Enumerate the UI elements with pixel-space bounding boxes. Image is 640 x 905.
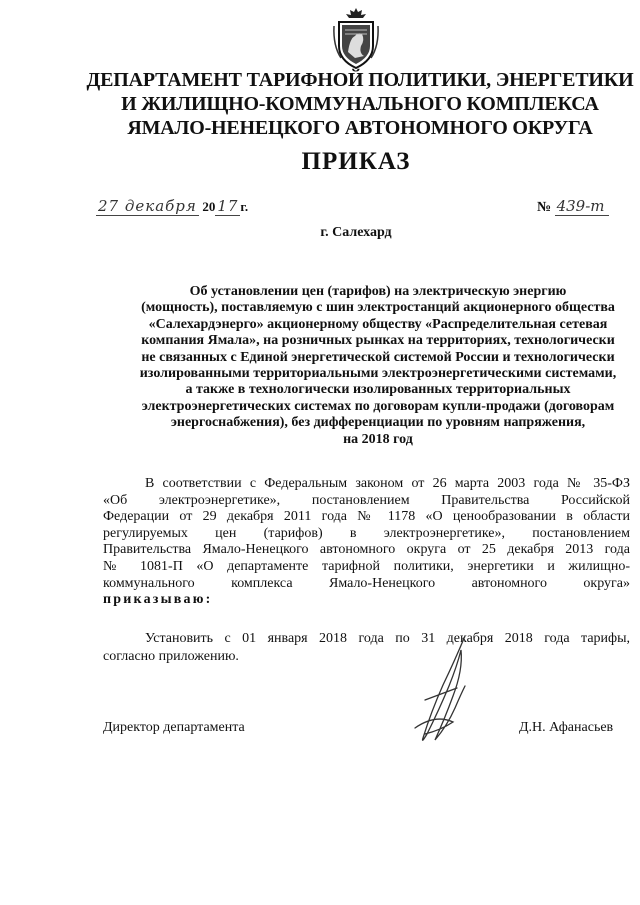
number-label: №	[537, 200, 552, 215]
order-word: приказываю:	[103, 592, 213, 608]
department-header	[60, 68, 640, 140]
body-line: «Об электроэнергетике», постановлением Правительства Российской	[103, 492, 630, 508]
number-handwritten: 439-т	[555, 197, 609, 216]
order-date	[96, 197, 248, 216]
body-line: В соответствии с Федеральным законом от 26 марта 2003 года № 35-ФЗ	[145, 476, 630, 491]
order-line: Установить с 01 января 2018 года по 31 декабря 2018 года тарифы,	[145, 631, 630, 646]
subject-line: энергоснабжения), без дифференциации по уровням напряжения,	[170, 415, 586, 431]
document-title: ПРИКАЗ	[301, 148, 411, 175]
signatory-position: Директор департамента	[103, 720, 245, 735]
coat-of-arms-emblem	[331, 6, 381, 70]
department-line: И ЖИЛИЩНО-КОММУНАЛЬНОГО КОМПЛЕКСА	[121, 93, 599, 115]
subject-line: а также в технологически изолированных территориальных	[185, 382, 571, 398]
year-suffix: г.	[240, 199, 249, 214]
subject-line: не связанных с Единой энергетической системой России и технологически	[141, 349, 615, 365]
subject-line: на 2018 год	[343, 431, 413, 447]
date-handwritten: 27 декабря	[98, 197, 197, 215]
subject-line: компания Ямала», на розничных рынках на территориях, технологически	[141, 333, 615, 349]
subject-line: электроэнергетических системах по договорам купли-продажи (договорам	[141, 398, 615, 414]
department-line: ДЕПАРТАМЕНТ ТАРИФНОЙ ПОЛИТИКИ, ЭНЕРГЕТИКИ	[86, 69, 634, 91]
body-line: № 1081-П «О департаменте тарифной политики, энергетики и жилищно-	[103, 558, 630, 574]
body-line: Правительства Ямало-Ненецкого автономного округа от 25 декабря 2013 года	[103, 542, 630, 558]
year-prefix: 20	[202, 199, 216, 214]
year-handwritten: 17	[217, 197, 239, 215]
order-line: согласно приложению.	[103, 649, 239, 664]
subject-line: Об установлении цен (тарифов) на электрическую энергию	[189, 284, 567, 299]
department-line: ЯМАЛО-НЕНЕЦКОГО АВТОНОМНОГО ОКРУГА	[127, 117, 593, 139]
subject-line: (мощность), поставляемую с шин электростанций акционерного общества	[141, 300, 615, 316]
city: г. Салехард	[320, 225, 392, 240]
body-line: коммунального комплекса Ямало-Ненецкого автономного округа»	[103, 575, 630, 591]
body-line: регулируемых цен (тарифов) в электроэнергетике», постановлением	[103, 525, 630, 541]
subject-line: изолированными территориальными электроэнергетическими системами,	[139, 366, 617, 382]
body-line: Федерации от 29 декабря 2011 года № 1178 «О ценообразовании в области	[103, 509, 630, 525]
order-number	[537, 197, 609, 216]
order-paragraph	[103, 630, 630, 666]
preamble-paragraph	[103, 476, 630, 609]
signatory-name: Д.Н. Афанасьев	[519, 720, 614, 735]
subject-line: «Салехардэнерго» акционерному обществу «Распределительная сетевая	[148, 316, 608, 332]
order-subject	[95, 284, 640, 448]
handwritten-signature	[395, 630, 485, 750]
